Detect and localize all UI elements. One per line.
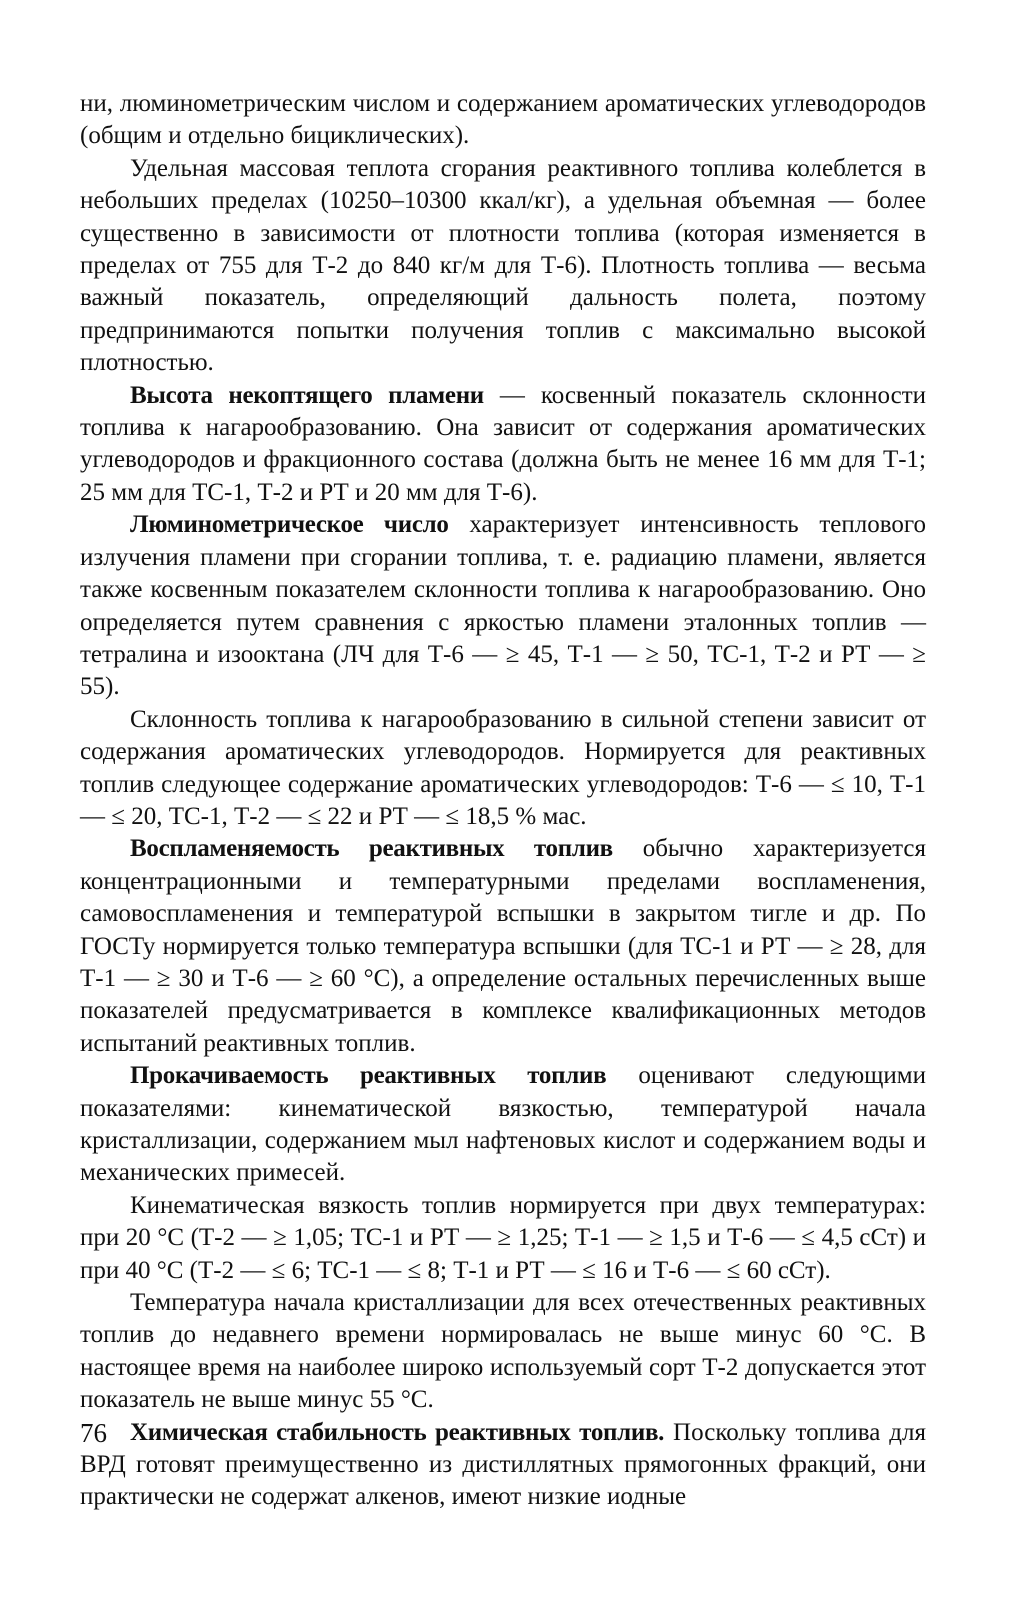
paragraph-6 [80, 833, 926, 1060]
paragraph-1 [80, 88, 926, 153]
paragraph-8 [80, 1190, 926, 1287]
paragraph-10 [80, 1417, 926, 1514]
paragraph-9-text: Температура начала кристаллизации для всех отечественных реактивных топлив до недавнего времени нормировалась не выше минус 60 °С. В настоящее время на наиболее широко используемый сорт Т-2 допускается этот показатель не выше минус 55 °С. [80, 1289, 926, 1414]
paragraph-6-term: Воспламеняемость реактивных топлив [130, 835, 613, 863]
paragraph-3-text: — косвенный показатель склонности топлива к нагарообразованию. Она зависит от содержания ароматических углеводородов и фракционного состава (должна быть не менее 16 мм для Т-1; 25 мм для ТС-1, Т-2 и РТ и 20 мм для Т-6). [80, 381, 927, 506]
paragraph-3-term: Высота некоптящего пламени [130, 381, 484, 409]
paragraph-8-text: Кинематическая вязкость топлив нормируется при двух температурах: при 20 °С (Т-2 — ≥ 1,05; ТС-1 и РТ — ≥ 1,25; Т-1 — ≥ 1,5 и Т-6 — ≤ 4,5 сСт) и при 40 °С (Т-2 — ≤ 6; ТС-1 — ≤ 8; Т-1 и РТ — ≤ 16 и Т-6 — ≤ 60 сСт). [80, 1191, 926, 1284]
paragraph-7-text: оценивают следующими показателями: кинематической вязкостью, температурой начала кристаллизации, содержанием мыл нафтеновых кислот и содержанием воды и механических примесей. [80, 1062, 926, 1187]
paragraph-7 [80, 1060, 926, 1190]
page-number: 76 [80, 1418, 107, 1448]
paragraph-7-term: Прокачиваемость реактивных топлив [130, 1062, 607, 1090]
paragraph-4 [80, 509, 926, 703]
paragraph-10-term: Химическая стабильность реактивных топлив. [130, 1418, 665, 1446]
paragraph-4-term: Люминометрическое число [130, 511, 449, 539]
paragraph-2 [80, 153, 926, 380]
paragraph-6-text: обычно характеризуется концентрационными и температурными пределами воспламенения, самовоспламенения и температурой вспышки в закрытом тигле и др. По ГОСТу нормируется только температура вспышки (для ТС-1 и РТ — ≥ 28, для Т-1 — ≥ 30 и Т-6 — ≥ 60 °С), а определение остальных перечисленных выше показателей предусматривается в комплексе квалификационных методов испытаний реактивных топлив. [80, 835, 926, 1057]
paragraph-5 [80, 704, 926, 834]
page-body [80, 88, 926, 1514]
paragraph-9 [80, 1287, 926, 1417]
paragraph-10-text: Поскольку топлива для ВРД готовят преимущественно из дистиллятных прямогонных фракций, они практически не содержат алкенов, имеют низкие иодные [80, 1418, 926, 1511]
paragraph-1-text: ни, люминометрическим числом и содержанием ароматических углеводородов (общим и отдельно бициклических). [80, 90, 926, 150]
paragraph-4-text: характеризует интенсивность теплового излучения пламени при сгорании топлива, т. е. радиацию пламени, является также косвенным показателем склонности топлива к нагарообразованию. Оно определяется путем сравнения с яркостью пламени эталонных топлив — тетралина и изооктана (ЛЧ для Т-6 — ≥ 45, Т-1 — ≥ 50, ТС-1, Т-2 и РТ — ≥ 55). [80, 511, 927, 701]
paragraph-3 [80, 380, 926, 510]
paragraph-5-text: Склонность топлива к нагарообразованию в сильной степени зависит от содержания ароматических углеводородов. Нормируется для реактивных топлив следующее содержание ароматических углеводородов: Т-6 — ≤ 10, Т-1 — ≤ 20, ТС-1, Т-2 — ≤ 22 и РТ — ≤ 18,5 % мас. [80, 705, 926, 830]
paragraph-2-text: Удельная массовая теплота сгорания реактивного топлива колеблется в небольших пределах (10250–10300 ккал/кг), а удельная объемная — более существенно в зависимости от плотности топлива (которая изменяется в пределах от 755 для Т-2 до 840 кг/м для Т-6). Плотность топлива — весьма важный показатель, определяющий дальность полета, поэтому предпринимаются попытки получения топлив с максимально высокой плотностью. [80, 154, 926, 377]
